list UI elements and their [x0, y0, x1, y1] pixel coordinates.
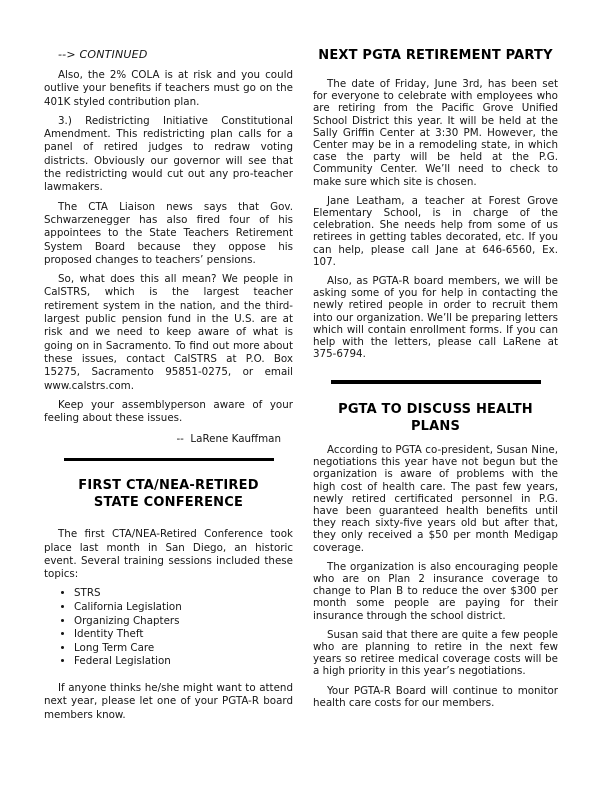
paragraph-assemblyperson: Keep your assemblyperson aware of your feeling about these issues. [44, 398, 293, 425]
paragraph-cola: Also, the 2% COLA is at risk and you could outlive your benefits if teachers must go on the 401K styled contribution plan. [44, 69, 293, 108]
paragraph-party-date: The date of Friday, June 3rd, has been set for everyone to celebrate with employees who are retiring from the Pacific Grove Unified School District this year. It will be held at the Sally Griffin Center at 3:30 PM. However, the Center may be in a remodeling state, in which case the party will be held at the P.G. Community Center. We’ll need to check to make sure which site is chosen. [313, 78, 558, 188]
right-column [313, 44, 558, 716]
party-section-heading: NEXT PGTA RETIREMENT PARTY [318, 48, 553, 63]
paragraph-redistricting: 3.) Redistricting Initiative Constitutional Amendment. This redistricting plan calls for a panel of retired judges to redraw voting districts. Obviously our governor will see that the redistricting would cut out any pro-teacher lawmakers. [44, 114, 293, 194]
topic-item: • Organizing Chapters [74, 615, 293, 629]
author-signature: -- LaRene Kauffman [176, 433, 281, 446]
conference-heading-line2: STATE CONFERENCE [93, 495, 244, 511]
paragraph-conference-intro: The first CTA/NEA-Retired Conference took place last month in San Diego, an historic event. Several training sessions included these topics: [44, 528, 293, 581]
continued-marker: --> CONTINUED [58, 48, 148, 61]
paragraph-health-retirees: Susan said that there are quite a few people who are planning to retire in the next few years so retiree medical coverage costs will be a high priority in this year’s negotiations. [313, 628, 558, 678]
topic-item: • Identity Theft [74, 628, 293, 642]
topic-item: • Federal Legislation [74, 655, 293, 669]
left-column [44, 44, 293, 728]
topic-list [44, 587, 293, 669]
paragraph-party-jane: Jane Leatham, a teacher at Forest Grove Elementary School, is in charge of the celebration. She needs help from some of us retirees in getting tables decorated, etc. If you can help, please call Jane at 646-6560, Ex. 107. [313, 194, 558, 268]
conference-heading-line1: FIRST CTA/NEA-RETIRED [78, 478, 259, 494]
conference-section-heading [44, 477, 293, 511]
health-section-heading: PGTA TO DISCUSS HEALTH PLANS [338, 401, 533, 434]
topic-item: • Long Term Care [74, 642, 293, 656]
section-divider [331, 380, 541, 384]
paragraph-cta-liaison: The CTA Liaison news says that Gov. Schwarzenegger has also fired four of his appointees to the State Teachers Retirement System Board because they oppose his proposed changes to teachers’ pensions. [44, 200, 293, 266]
topic-item: • STRS [74, 587, 293, 601]
paragraph-health-negotiations: According to PGTA co-president, Susan Nine, negotiations this year have not begun but the organization is aware of problems with the high cost of health care. The past few years, newly retired certificated personnel in P.G. have been guaranteed health benefits until they reach sixty-five years old but after that, they only received a $50 per month Medigap coverage. [313, 443, 558, 554]
paragraph-health-board: Your PGTA-R Board will continue to monitor health care costs for our members. [313, 684, 558, 709]
paragraph-health-plans: The organization is also encouraging people who are on Plan 2 insurance coverage to change to Plan B to reduce the over $300 per month some people are paying for their insurance through the school district. [313, 560, 558, 622]
paragraph-party-recruit: Also, as PGTA-R board members, we will be asking some of you for help in contacting the newly retired people in order to recruit them into our organization. We’ll be preparing letters which will contain enrollment forms. If you can help with the letters, please call LaRene at 375-6794. [313, 275, 558, 361]
section-divider [64, 458, 274, 462]
paragraph-calstrs: So, what does this all mean? We people in CalSTRS, which is the largest teacher retirement system in the nation, and the third-largest public pension fund in the U.S. are at risk and we need to keep aware of what is going on in Sacramento. To find out more about these issues, contact CalSTRS at P.O. Box 15275, Sacramento 95851-0275, or email www.calstrs.com. [44, 273, 293, 392]
topic-item: • California Legislation [74, 601, 293, 615]
paragraph-conference-outro: If anyone thinks he/she might want to attend next year, please let one of your PGTA-R board members know. [44, 681, 293, 721]
